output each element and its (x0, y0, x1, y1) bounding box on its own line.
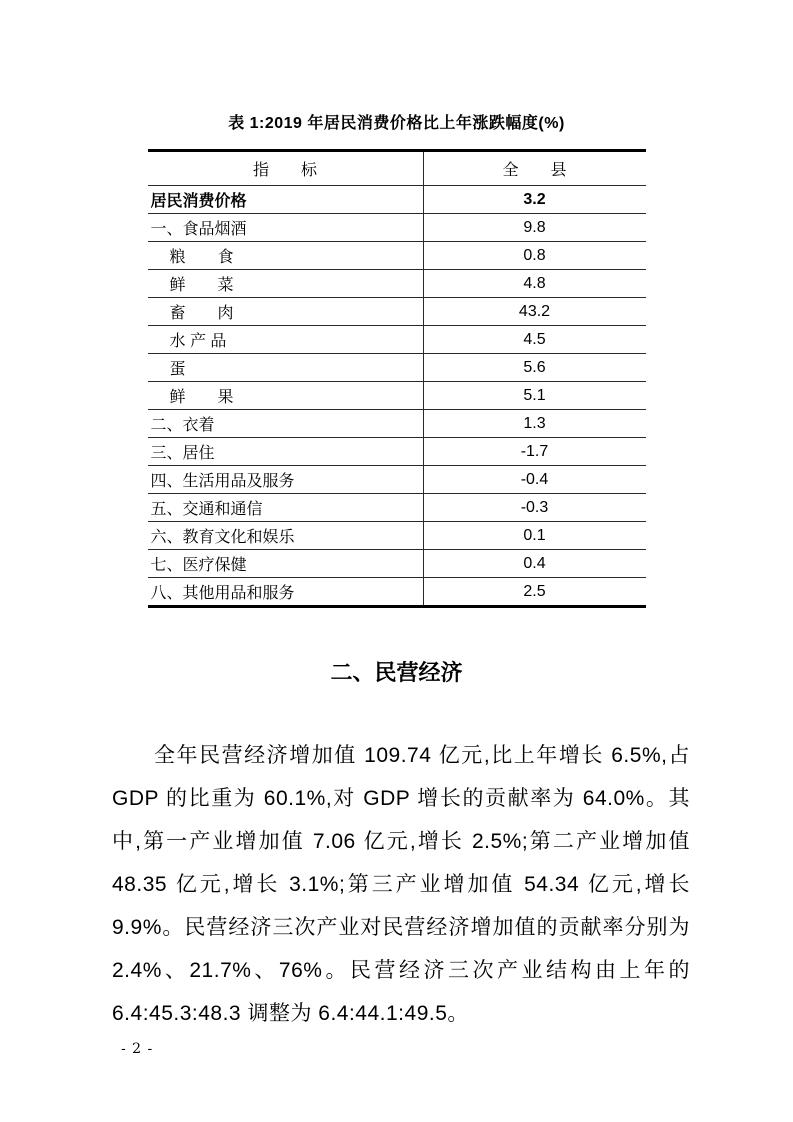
row-label: 鲜 菜 (148, 270, 424, 298)
table-row (148, 410, 646, 438)
row-label: 三、居住 (148, 438, 424, 466)
body-paragraph: 全年民营经济增加值 109.74 亿元,比上年增长 6.5%,占 GDP 的比重为 60.1%,对 GDP 增长的贡献率为 64.0%。其中,第一产业增加值 7.06 亿元,增长 2.5%;第二产业增加值 48.35 亿元,增长 3.1%;第三产业增加值 54.34 亿元,增长 9.9%。民营经济三次产业对民营经济增加值的贡献率分别为 2.4%、21.7%、76%。民营经济三次产业结构由上年的 6.4:45.3:48.3 调整为 6.4:44.1:49.5。 (112, 744, 690, 1025)
section-heading: 二、民营经济 (330, 660, 463, 685)
row-label: 七、医疗保健 (148, 550, 424, 578)
row-value: -0.4 (423, 466, 646, 494)
row-label: 畜 肉 (148, 298, 424, 326)
row-label: 五、交通和通信 (148, 494, 424, 522)
cpi-table (148, 149, 646, 608)
row-label: 一、食品烟酒 (148, 214, 424, 242)
row-label: 八、其他用品和服务 (148, 578, 424, 607)
table-header-row (148, 151, 646, 186)
row-label: 水 产 品 (148, 326, 424, 354)
row-value: 9.8 (423, 214, 646, 242)
row-value: 0.8 (423, 242, 646, 270)
table-header-region: 全 县 (423, 151, 646, 186)
table-header-indicator: 指 标 (148, 151, 424, 186)
row-value: 43.2 (423, 298, 646, 326)
table-row (148, 550, 646, 578)
row-value: 5.6 (423, 354, 646, 382)
table-row (148, 186, 646, 214)
row-value: 4.8 (423, 270, 646, 298)
row-value: 2.5 (423, 578, 646, 607)
table-row (148, 578, 646, 607)
table-row (148, 466, 646, 494)
row-value: 5.1 (423, 382, 646, 410)
row-label: 蛋 (148, 354, 424, 382)
table-row (148, 214, 646, 242)
row-label: 四、生活用品及服务 (148, 466, 424, 494)
row-label: 居民消费价格 (148, 186, 424, 214)
row-value: -1.7 (423, 438, 646, 466)
table-row (148, 270, 646, 298)
row-label: 粮 食 (148, 242, 424, 270)
row-label: 二、衣着 (148, 410, 424, 438)
table-row (148, 242, 646, 270)
table-row (148, 522, 646, 550)
row-value: -0.3 (423, 494, 646, 522)
row-label: 六、教育文化和娱乐 (148, 522, 424, 550)
page-number: - 2 - (121, 1041, 154, 1057)
table-row (148, 438, 646, 466)
table-row (148, 326, 646, 354)
table-title: 表 1:2019 年居民消费价格比上年涨跌幅度(%) (228, 115, 565, 132)
row-value: 0.4 (423, 550, 646, 578)
table-row (148, 354, 646, 382)
table-row (148, 298, 646, 326)
row-value: 4.5 (423, 326, 646, 354)
row-label: 鲜 果 (148, 382, 424, 410)
row-value: 3.2 (423, 186, 646, 214)
table-row (148, 494, 646, 522)
cpi-table-body (148, 186, 646, 607)
row-value: 1.3 (423, 410, 646, 438)
table-row (148, 382, 646, 410)
cpi-table-header (148, 151, 646, 186)
row-value: 0.1 (423, 522, 646, 550)
